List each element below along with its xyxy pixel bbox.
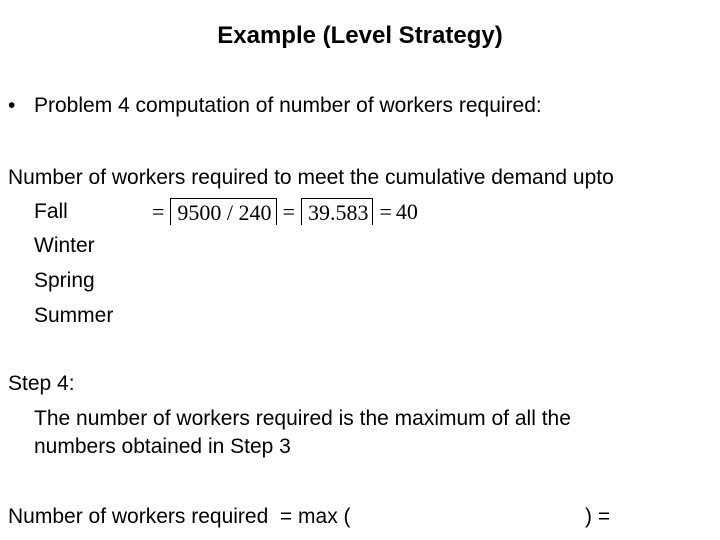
- equals-sign: =: [282, 198, 295, 224]
- step4-line1: The number of workers required is the maximum of all the: [34, 407, 571, 430]
- bullet-text: Problem 4 computation of number of workers required:: [34, 94, 542, 117]
- intro-text: Number of workers required to meet the cumulative demand upto: [8, 166, 614, 189]
- bullet-item: [8, 94, 542, 118]
- slide-title: Example (Level Strategy): [217, 22, 503, 49]
- step4-line2: numbers obtained in Step 3: [34, 435, 291, 458]
- final-close: ) =: [585, 505, 611, 528]
- ceiling-value: 39.583: [301, 198, 374, 225]
- bullet-icon: •: [8, 94, 16, 117]
- equals-sign: =: [152, 198, 165, 224]
- final-label: Number of workers required = max (: [8, 505, 351, 528]
- step4-heading: Step 4:: [8, 372, 75, 395]
- season-fall: Fall: [34, 200, 68, 223]
- formula-result: 40: [395, 198, 418, 224]
- season-spring: Spring: [34, 269, 95, 292]
- equals-sign: =: [379, 198, 392, 224]
- season-winter: Winter: [34, 234, 95, 257]
- season-summer: Summer: [34, 304, 114, 327]
- ceiling-expression: 9500 / 240: [170, 198, 276, 225]
- fall-formula: [148, 198, 418, 225]
